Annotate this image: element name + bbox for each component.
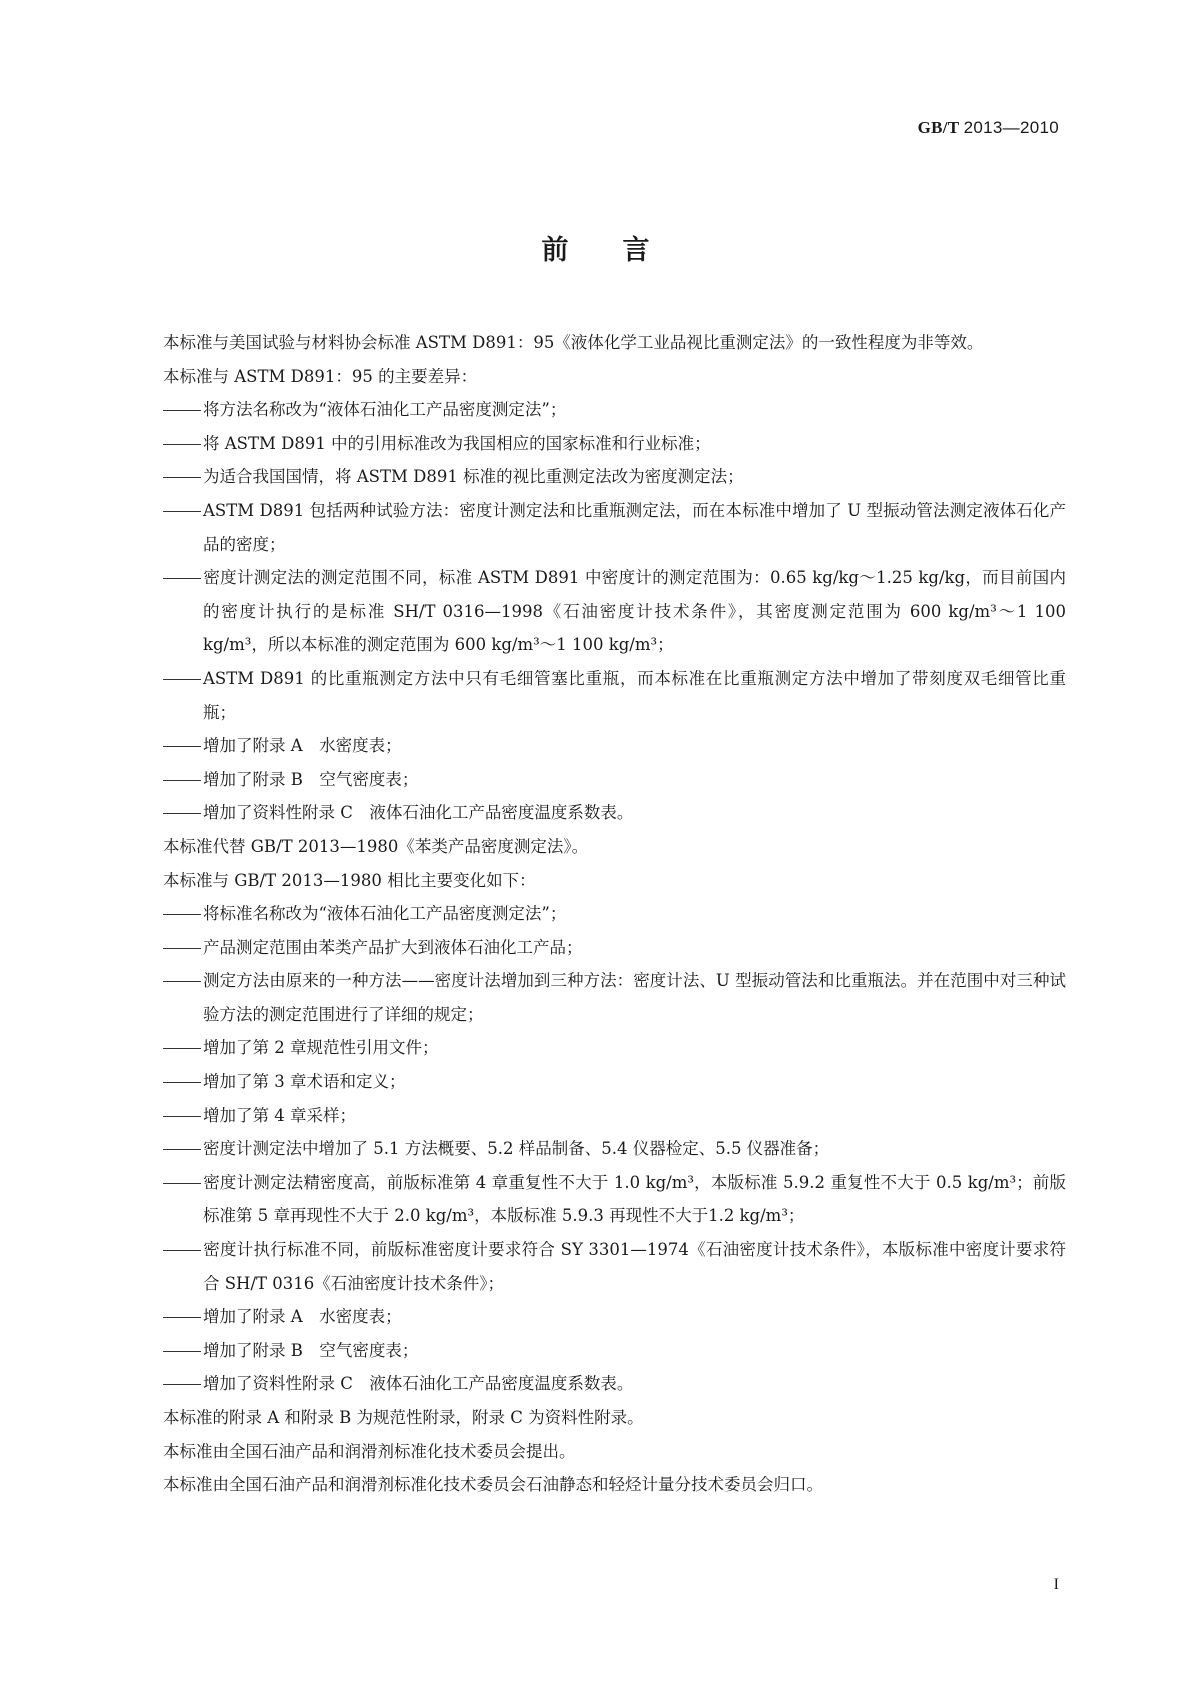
em-dash-bullet-icon xyxy=(163,729,203,763)
list-item-text: 密度计测定法的测定范围不同，标准 ASTM D891 中密度计的测定范围为：0.65 kg/kg～1.25 kg/kg，而目前国内的密度计执行的是标准 SH/T 0316—1998《石油密度计技术条件》，其密度测定范围为 600 kg/m³～1 100 kg/m³，所以本标准的测定范围为 600 kg/m³～1 100 kg/m³； xyxy=(203,568,1066,655)
em-dash-bullet-icon xyxy=(163,662,203,696)
dash-list-item xyxy=(123,494,1066,561)
dash-list-item xyxy=(123,1233,1066,1300)
list-item-text: 将 ASTM D891 中的引用标准改为我国相应的国家标准和行业标准； xyxy=(203,433,711,453)
list-item-text: 增加了第 4 章采样； xyxy=(203,1105,356,1125)
dash-list-item xyxy=(123,931,1066,965)
dash-list-item xyxy=(123,796,1066,830)
em-dash-bullet-icon xyxy=(163,1166,203,1200)
em-dash-bullet-icon xyxy=(163,763,203,797)
list-item-text: ASTM D891 包括两种试验方法：密度计测定法和比重瓶测定法，而在本标准中增加了 U 型振动管法测定液体石化产品的密度； xyxy=(203,500,1066,554)
paragraph: 本标准与 GB/T 2013—1980 相比主要变化如下： xyxy=(163,870,536,890)
dash-list-item xyxy=(123,763,1066,797)
em-dash-bullet-icon xyxy=(163,897,203,931)
dash-list-item xyxy=(123,662,1066,729)
list-item-text: 为适合我国国情，将 ASTM D891 标准的视比重测定法改为密度测定法； xyxy=(203,467,744,487)
dash-list-item xyxy=(123,427,1066,461)
list-item-text: ASTM D891 的比重瓶测定方法中只有毛细管塞比重瓶，而本标准在比重瓶测定方法中增加了带刻度双毛细管比重瓶； xyxy=(203,668,1066,722)
dash-list-item xyxy=(123,1132,1066,1166)
dash-list-item xyxy=(123,1065,1066,1099)
dash-list-item xyxy=(123,1099,1066,1133)
em-dash-bullet-icon xyxy=(163,561,203,595)
list-item-text: 测定方法由原来的一种方法——密度计法增加到三种方法：密度计法、U 型振动管法和比重瓶法。并在范围中对三种试验方法的测定范围进行了详细的规定； xyxy=(203,971,1066,1024)
list-item-text: 增加了附录 B 空气密度表； xyxy=(203,769,419,789)
dash-list-item xyxy=(123,1367,1066,1401)
em-dash-bullet-icon xyxy=(163,1367,203,1401)
list-item-text: 将标准名称改为“液体石油化工产品密度测定法”； xyxy=(203,904,567,924)
list-item-text: 将方法名称改为“液体石油化工产品密度测定法”； xyxy=(203,400,567,420)
paragraph: 本标准与美国试验与材料协会标准 ASTM D891：95《液体化学工业品视比重测定法》的一致性程度为非等效。 xyxy=(163,333,984,352)
em-dash-bullet-icon xyxy=(163,1031,203,1065)
list-item-text: 产品测定范围由苯类产品扩大到液体石油化工产品； xyxy=(203,937,583,957)
em-dash-bullet-icon xyxy=(163,1334,203,1368)
em-dash-bullet-icon xyxy=(163,393,203,427)
page-title: 前言 xyxy=(541,235,704,266)
list-item-text: 增加了第 3 章术语和定义； xyxy=(203,1072,406,1092)
paragraph: 本标准的附录 A 和附录 B 为规范性附录，附录 C 为资料性附录。 xyxy=(163,1408,644,1427)
list-item-text: 增加了附录 A 水密度表； xyxy=(203,1307,402,1327)
dash-list-item xyxy=(123,393,1066,427)
em-dash-bullet-icon xyxy=(163,460,203,494)
em-dash-bullet-icon xyxy=(163,1132,203,1166)
em-dash-bullet-icon xyxy=(163,1300,203,1334)
paragraph: 本标准与 ASTM D891：95 的主要差异： xyxy=(163,366,478,386)
list-item-text: 增加了附录 A 水密度表； xyxy=(203,736,402,756)
em-dash-bullet-icon xyxy=(163,494,203,528)
em-dash-bullet-icon xyxy=(163,1233,203,1267)
em-dash-bullet-icon xyxy=(163,427,203,461)
list-item-text: 增加了附录 B 空气密度表； xyxy=(203,1340,419,1360)
list-item-text: 密度计执行标准不同，前版标准密度计要求符合 SY 3301—1974《石油密度计技术条件》，本版标准中密度计要求符合 SH/T 0316《石油密度计技术条件》； xyxy=(203,1240,1066,1293)
list-item-text: 密度计测定法精密度高，前版标准第 4 章重复性不大于 1.0 kg/m³，本版标准 5.9.2 重复性不大于 0.5 kg/m³；前版标准第 5 章再现性不大于 2.0 kg/m³，本版标准 5.9.3 再现性不大于1.2 kg/m³； xyxy=(203,1172,1066,1226)
paragraph: 本标准由全国石油产品和润滑剂标准化技术委员会提出。 xyxy=(163,1441,576,1461)
standard-code xyxy=(918,118,1059,138)
paragraph: 本标准由全国石油产品和润滑剂标准化技术委员会石油静态和轻烃计量分技术委员会归口。 xyxy=(163,1475,823,1495)
em-dash-bullet-icon xyxy=(163,964,203,998)
dash-list-item xyxy=(123,460,1066,494)
dash-list-item xyxy=(123,729,1066,763)
dash-list-item xyxy=(123,1300,1066,1334)
standard-number: 2013—2010 xyxy=(963,118,1059,137)
list-item-text: 增加了第 2 章规范性引用文件； xyxy=(203,1038,439,1058)
em-dash-bullet-icon xyxy=(163,931,203,965)
paragraph: 本标准代替 GB/T 2013—1980《苯类产品密度测定法》。 xyxy=(163,836,589,856)
em-dash-bullet-icon xyxy=(163,1099,203,1133)
dash-list-item xyxy=(123,964,1066,1031)
dash-list-item xyxy=(123,561,1066,662)
dash-list-item xyxy=(123,1166,1066,1233)
dash-list-item xyxy=(123,1031,1066,1065)
list-item-text: 密度计测定法中增加了 5.1 方法概要、5.2 样品制备、5.4 仪器检定、5.5 仪器准备； xyxy=(203,1139,830,1159)
em-dash-bullet-icon xyxy=(163,1065,203,1099)
dash-list-item xyxy=(123,897,1066,931)
em-dash-bullet-icon xyxy=(163,796,203,830)
page-number: I xyxy=(1053,1576,1059,1593)
standard-prefix: GB/T xyxy=(917,118,960,137)
list-item-text: 增加了资料性附录 C 液体石油化工产品密度温度系数表。 xyxy=(203,1374,634,1394)
dash-list-item xyxy=(123,1334,1066,1368)
document-body xyxy=(123,326,1066,1502)
list-item-text: 增加了资料性附录 C 液体石油化工产品密度温度系数表。 xyxy=(203,803,634,823)
